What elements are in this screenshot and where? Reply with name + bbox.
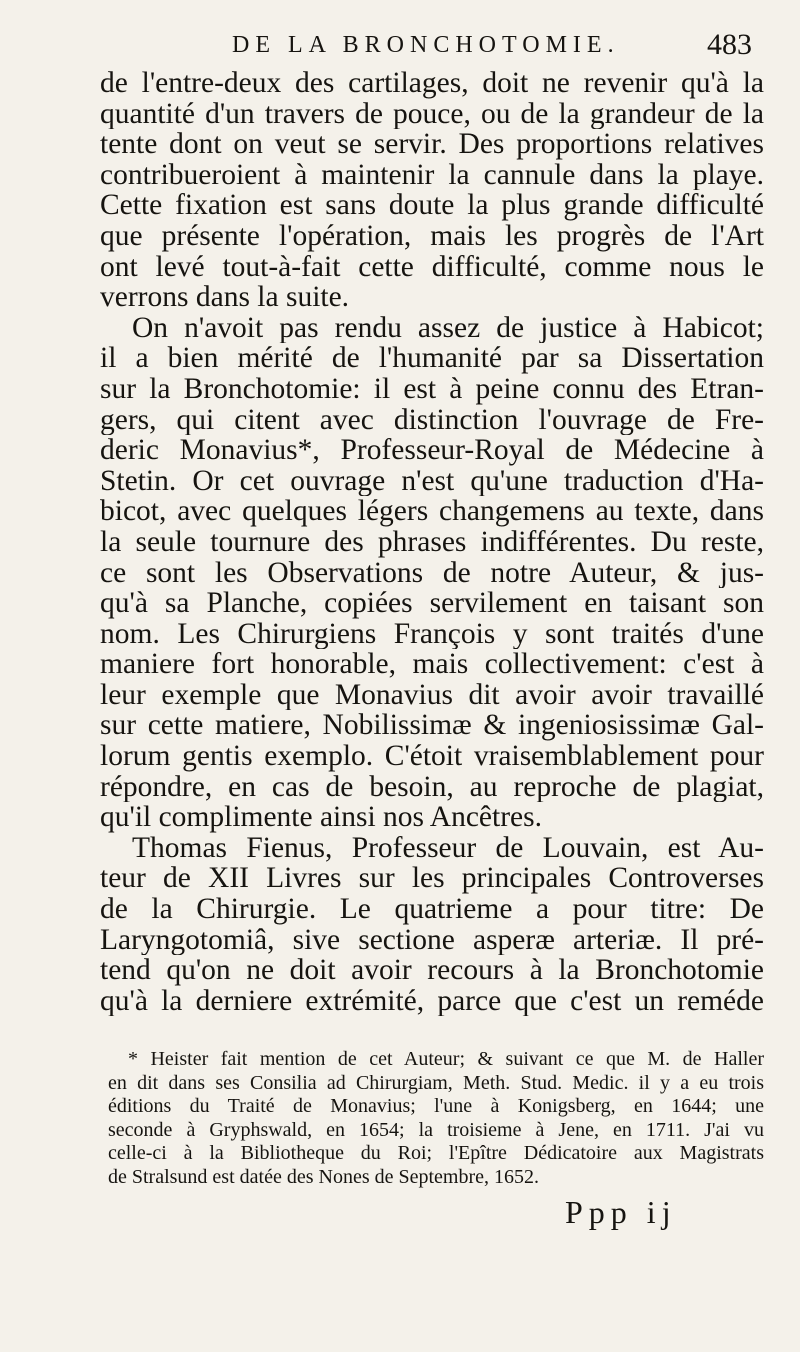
text-line: qu'il complimente ainsi nos Ancêtres. [100, 802, 542, 833]
signature-mark: Ppp ij [565, 1194, 677, 1230]
text-line: la seule tournure des phrases indifférentes. Du reste, [100, 526, 764, 558]
page-number: 483 [707, 28, 752, 61]
footnote-line: éditions du Traité de Monavius; l'une à Konigsberg, en 1644; une [108, 1095, 764, 1117]
text-line: leur exemple que Monavius dit avoir avoir travaillé [100, 679, 764, 711]
text-line: ont levé tout-à-fait cette difficulté, comme nous le [100, 251, 764, 283]
text-line: gers, qui citent avec distinction l'ouvrage de Fre- [100, 404, 764, 436]
text-line: qu'à la derniere extrémité, parce que c'est un reméde [100, 985, 764, 1017]
footnote [108, 1048, 764, 1189]
text-line: Cette fixation est sans doute la plus grande difficulté [100, 190, 764, 221]
text-line: Thomas Fienus, Professeur de Louvain, est Au- [132, 832, 764, 864]
text-line: tente dont on veut se servir. Des proportions relatives [100, 129, 764, 160]
footnote-line: de Stralsund est datée des Nones de Septembre, 1652. [108, 1165, 540, 1188]
text-line: nom. Les Chirurgiens François y sont traités d'une [100, 618, 764, 650]
text-line: bicot, avec quelques légers changemens au texte, dans [100, 496, 764, 527]
text-line: sur cette matiere, Nobilissimæ & ingeniosissimæ Gal- [100, 710, 764, 742]
text-line: que présente l'opération, mais les progrès de l'Art [100, 220, 764, 252]
text-line: contribueroient à maintenir la cannule dans la playe. [100, 159, 764, 191]
text-line: lorum gentis exemplo. C'étoit vraisemblablement pour [100, 741, 764, 772]
text-line: teur de XII Livres sur les principales Controverses [100, 863, 764, 895]
text-line: quantité d'un travers de pouce, ou de la grandeur de la [100, 98, 764, 130]
text-line: ce sont les Observations de notre Auteur, & jus- [100, 557, 764, 589]
footnote-line: * Heister fait mention de cet Auteur; & suivant ce que M. de Haller [128, 1048, 764, 1070]
text-line: répondre, en cas de besoin, au reproche de plagiat, [100, 771, 764, 803]
footnote-line: celle-ci à la Bibliotheque du Roi; l'Epître Dédicatoire aux Magistrats [108, 1142, 764, 1164]
footnote-line: seconde à Gryphswald, en 1654; la troisieme à Jene, en 1711. J'ai vu [108, 1118, 764, 1141]
text-line: maniere fort honorable, mais collectivement: c'est à [100, 649, 764, 680]
text-line: qu'à sa Planche, copiées servilement en taisant son [100, 588, 764, 619]
text-line: verrons dans la suite. [100, 282, 350, 313]
page-header [100, 28, 760, 70]
text-line: tend qu'on ne doit avoir recours à la Bronchotomie [100, 955, 764, 986]
text-line: de la Chirurgie. Le quatrieme a pour titre: De [100, 894, 764, 925]
main-text [100, 68, 764, 1016]
footnote-line: en dit dans ses Consilia ad Chirurgiam, Meth. Stud. Medic. il y a eu trois [108, 1071, 764, 1094]
text-line: sur la Bronchotomie: il est à peine connu des Etran- [100, 373, 764, 405]
text-line: Laryngotomiâ, sive sectione asperæ arteriæ. Il pré- [100, 924, 764, 956]
text-line: Stetin. Or cet ouvrage n'est qu'une traduction d'Ha- [100, 465, 764, 497]
running-title: DE LA BRONCHOTOMIE. [232, 32, 620, 58]
text-line: deric Monavius*, Professeur-Royal de Médecine à [100, 435, 764, 466]
text-line: de l'entre-deux des cartilages, doit ne revenir qu'à la [100, 68, 764, 99]
text-line: il a bien mérité de l'humanité par sa Dissertation [100, 343, 764, 374]
text-line: On n'avoit pas rendu assez de justice à Habicot; [132, 312, 764, 344]
